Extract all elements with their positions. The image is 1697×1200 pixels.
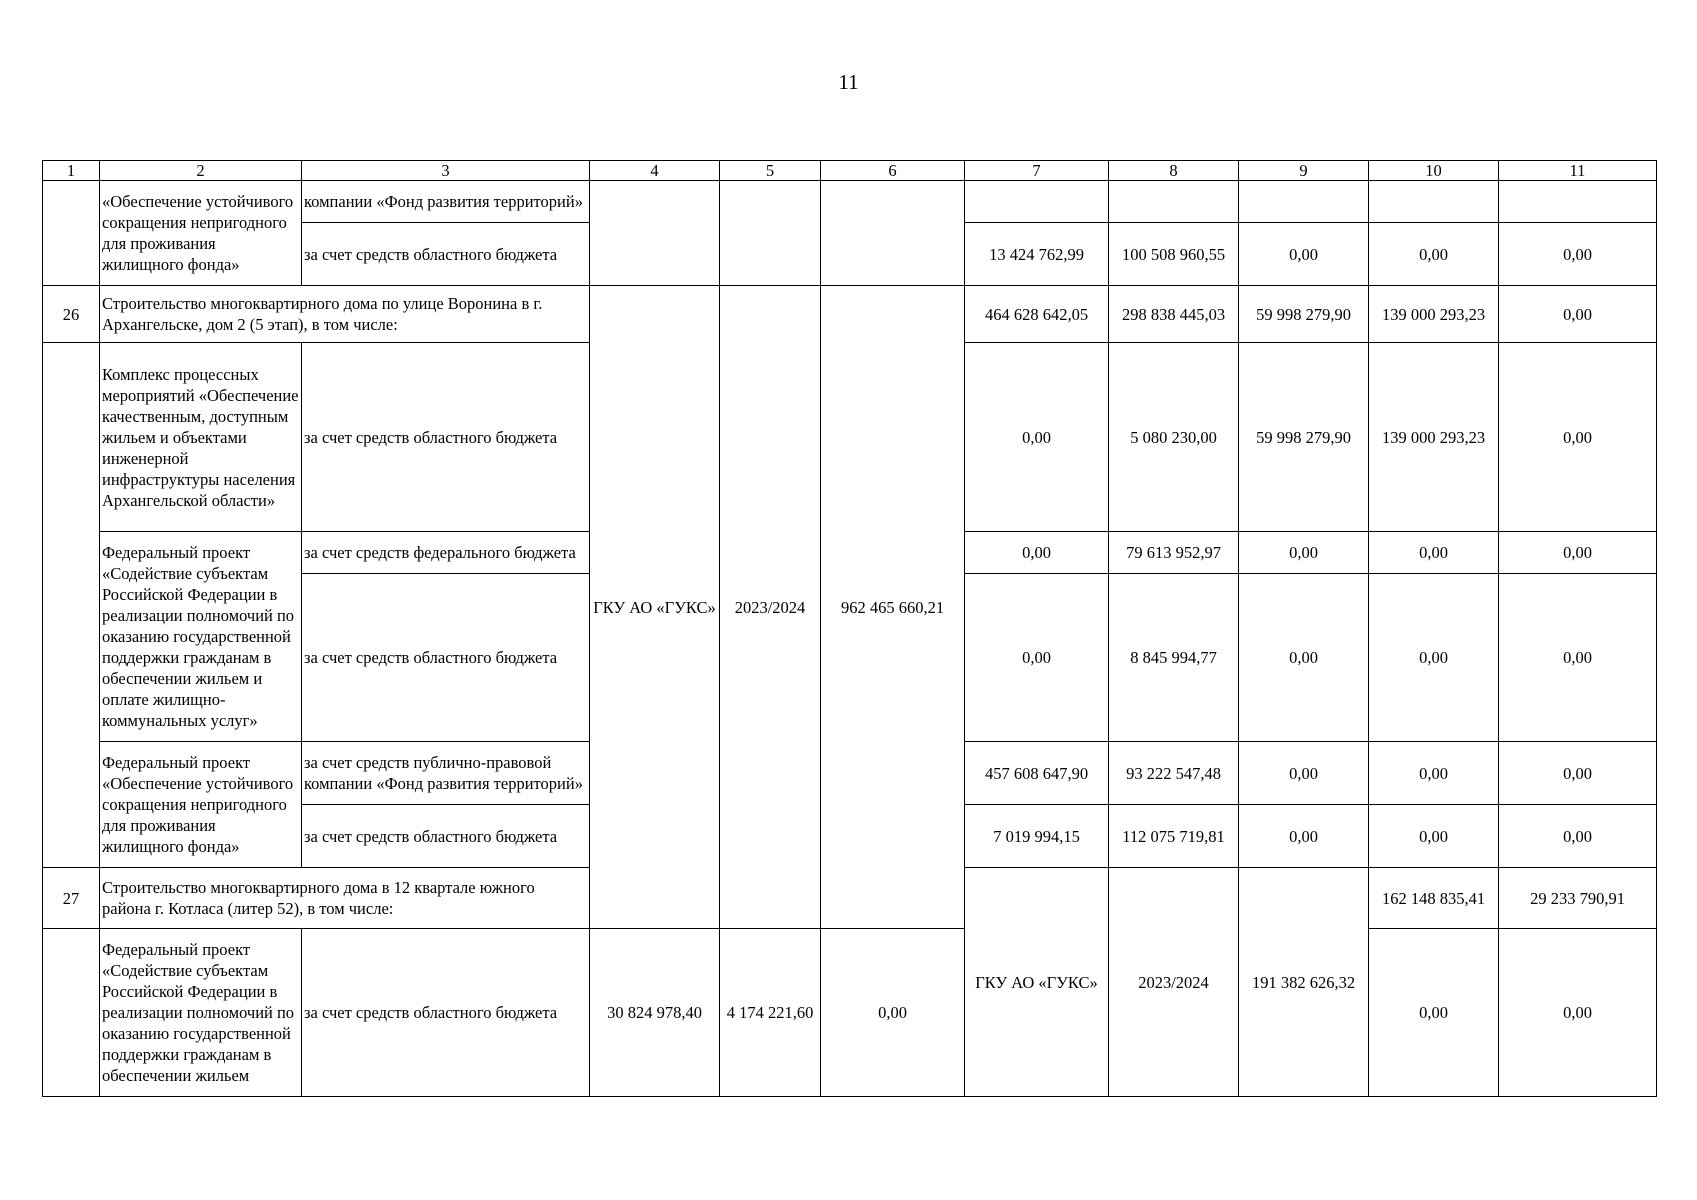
header-cell: 3 — [302, 161, 590, 181]
value-cell: 0,00 — [965, 343, 1109, 532]
value-cell: 0,00 — [1369, 223, 1499, 286]
cont-empty-cell — [1109, 181, 1239, 223]
program-name: Комплекс процессных мероприятий «Обеспечение качественным, доступным жильем и объектами инженерной инфраструктуры населения Архангельской области» — [100, 343, 302, 532]
cont-total-cell — [821, 181, 965, 286]
value-cell: 0,00 — [1499, 532, 1657, 574]
value-cell: 0,00 — [965, 574, 1109, 742]
value-cell: 0,00 — [1499, 929, 1657, 1097]
cont-empty-cell — [965, 181, 1109, 223]
header-cell: 9 — [1239, 161, 1369, 181]
header-row — [43, 161, 1657, 181]
object-title: Строительство многоквартирного дома по улице Воронина в г. Архангельске, дом 2 (5 этап), в том числе: — [100, 286, 590, 343]
header-cell: 2 — [100, 161, 302, 181]
value-cell: 0,00 — [1239, 742, 1369, 805]
header-cell: 8 — [1109, 161, 1239, 181]
value-cell: 30 824 978,40 — [590, 929, 720, 1097]
row-number-empty — [43, 343, 100, 868]
header-cell: 7 — [965, 161, 1109, 181]
value-cell: 464 628 642,05 — [965, 286, 1109, 343]
value-cell: 13 424 762,99 — [965, 223, 1109, 286]
header-cell: 11 — [1499, 161, 1657, 181]
funding-source: за счет средств областного бюджета — [302, 929, 590, 1097]
budget-table — [42, 160, 1657, 1097]
row-number: 27 — [43, 868, 100, 929]
value-cell: 7 019 994,15 — [965, 805, 1109, 868]
cont-program-name: «Обеспечение устойчивого сокращения непригодного для проживания жилищного фонда» — [100, 181, 302, 286]
cont-executor-cell — [590, 181, 720, 286]
value-cell: 457 608 647,90 — [965, 742, 1109, 805]
table-row — [43, 181, 1657, 223]
funding-source: за счет средств областного бюджета — [302, 805, 590, 868]
funding-source: за счет средств публично-правовой компании «Фонд развития территорий» — [302, 742, 590, 805]
value-cell: 0,00 — [1499, 343, 1657, 532]
value-cell: 162 148 835,41 — [1369, 868, 1499, 929]
value-cell: 0,00 — [1369, 574, 1499, 742]
cont-empty-cell — [1239, 181, 1369, 223]
value-cell: 0,00 — [965, 532, 1109, 574]
program-name: Федеральный проект «Содействие субъектам Российской Федерации в реализации полномочий по оказанию государственной поддержки гражданам в обеспечении жильем и оплате жилищно-коммунальных услуг» — [100, 532, 302, 742]
page-number: 11 — [838, 70, 859, 94]
period-cell: 2023/2024 — [720, 286, 821, 929]
program-name: Федеральный проект «Содействие субъектам Российской Федерации в реализации полномочий по оказанию государственной поддержки гражданам в обеспечении жильем — [100, 929, 302, 1097]
value-cell: 29 233 790,91 — [1499, 868, 1657, 929]
cont-period-cell — [720, 181, 821, 286]
cont-num-cell — [43, 181, 100, 286]
funding-source: за счет средств областного бюджета — [302, 343, 590, 532]
value-cell: 0,00 — [1239, 532, 1369, 574]
value-cell: 93 222 547,48 — [1109, 742, 1239, 805]
value-cell: 0,00 — [1369, 742, 1499, 805]
value-cell: 139 000 293,23 — [1369, 343, 1499, 532]
value-cell: 59 998 279,90 — [1239, 343, 1369, 532]
header-cell: 6 — [821, 161, 965, 181]
value-cell: 59 998 279,90 — [1239, 286, 1369, 343]
value-cell: 0,00 — [1239, 574, 1369, 742]
value-cell: 0,00 — [1499, 574, 1657, 742]
value-cell: 0,00 — [1499, 805, 1657, 868]
table-row — [43, 286, 1657, 343]
value-cell: 0,00 — [1369, 532, 1499, 574]
value-cell: 112 075 719,81 — [1109, 805, 1239, 868]
header-cell: 1 — [43, 161, 100, 181]
value-cell: 5 080 230,00 — [1109, 343, 1239, 532]
cont-empty-cell — [1369, 181, 1499, 223]
total-cost-cell: 191 382 626,32 — [1239, 868, 1369, 1097]
value-cell: 298 838 445,03 — [1109, 286, 1239, 343]
value-cell: 0,00 — [1499, 742, 1657, 805]
funding-source: за счет средств областного бюджета — [302, 574, 590, 742]
header-cell: 5 — [720, 161, 821, 181]
program-name: Федеральный проект «Обеспечение устойчивого сокращения непригодного для проживания жилищного фонда» — [100, 742, 302, 868]
executor-cell: ГКУ АО «ГУКС» — [965, 868, 1109, 1097]
executor-cell: ГКУ АО «ГУКС» — [590, 286, 720, 929]
header-cell: 4 — [590, 161, 720, 181]
cont-source-1: компании «Фонд развития территорий» — [302, 181, 590, 223]
value-cell: 4 174 221,60 — [720, 929, 821, 1097]
value-cell: 8 845 994,77 — [1109, 574, 1239, 742]
value-cell: 0,00 — [1369, 805, 1499, 868]
value-cell: 0,00 — [1499, 286, 1657, 343]
funding-source: за счет средств федерального бюджета — [302, 532, 590, 574]
row-number: 26 — [43, 286, 100, 343]
value-cell: 0,00 — [1239, 223, 1369, 286]
value-cell: 139 000 293,23 — [1369, 286, 1499, 343]
object-title: Строительство многоквартирного дома в 12 квартале южного района г. Котласа (литер 52), в том числе: — [100, 868, 590, 929]
value-cell: 0,00 — [821, 929, 965, 1097]
cont-empty-cell — [1499, 181, 1657, 223]
cont-source-2: за счет средств областного бюджета — [302, 223, 590, 286]
value-cell: 79 613 952,97 — [1109, 532, 1239, 574]
value-cell: 0,00 — [1499, 223, 1657, 286]
value-cell: 0,00 — [1369, 929, 1499, 1097]
total-cost-cell: 962 465 660,21 — [821, 286, 965, 929]
value-cell: 100 508 960,55 — [1109, 223, 1239, 286]
header-cell: 10 — [1369, 161, 1499, 181]
period-cell: 2023/2024 — [1109, 868, 1239, 1097]
value-cell: 0,00 — [1239, 805, 1369, 868]
table-row — [43, 929, 1657, 1097]
row-number-empty — [43, 929, 100, 1097]
